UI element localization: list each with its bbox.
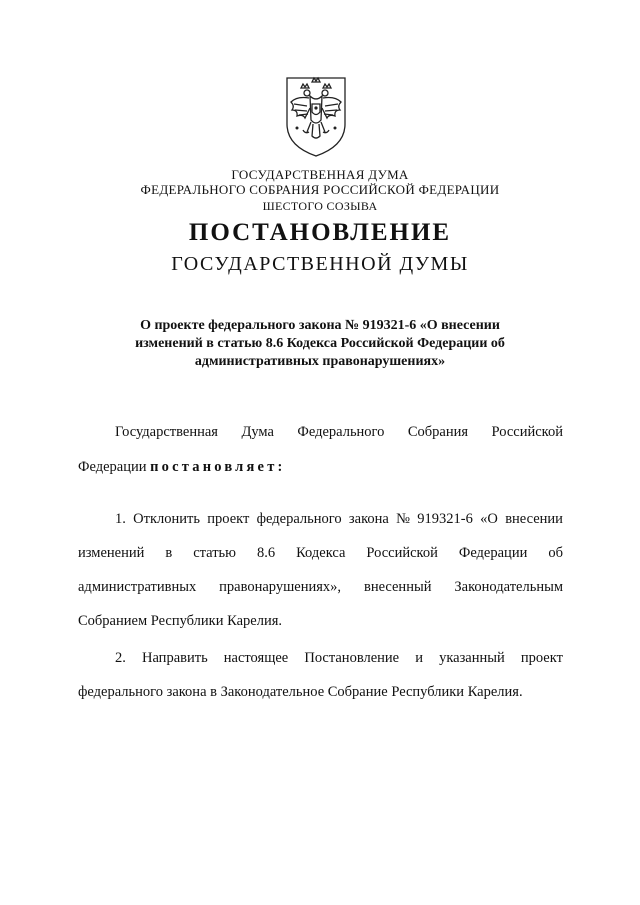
preamble-word: Российской: [491, 424, 563, 440]
item-word: внесении: [505, 511, 563, 527]
item-word: проект: [520, 650, 563, 666]
item-word: федерального: [256, 511, 342, 527]
preamble-line-2: [78, 459, 563, 476]
header-convocation: ШЕСТОГО СОЗЫВА: [262, 199, 378, 213]
preamble-word: Дума: [241, 424, 274, 440]
item1-line-2: [78, 545, 563, 562]
preamble-word: Собрания: [407, 424, 469, 440]
item1-line-3: [78, 579, 563, 596]
subject-line-3: административных правонарушениях»: [194, 354, 446, 369]
item1-word: внесенный: [363, 579, 432, 595]
item1-word: изменений: [78, 545, 145, 561]
header-federal-assembly: ФЕДЕРАЛЬНОГО СОБРАНИЯ РОССИЙСКОЙ ФЕДЕРАЦИИ: [140, 182, 500, 197]
item1-word: Российской: [366, 545, 438, 561]
coat-of-arms-emblem: [283, 72, 349, 158]
item1-word: 8.6: [256, 545, 276, 561]
item1-word: в: [165, 545, 173, 561]
item-word: 919321-6: [417, 511, 473, 527]
item1-word: Законодательным: [454, 579, 563, 595]
item-word: №: [396, 511, 410, 527]
item-word: и: [415, 650, 423, 666]
item1-line-1: [115, 511, 563, 528]
item1-word: об: [548, 545, 563, 561]
subject-line-2: изменений в статью 8.6 Кодекса Российской Федерации об: [135, 336, 505, 351]
preamble-word: Государственная: [115, 424, 218, 440]
preamble-word: Федерального: [297, 424, 385, 440]
item-word: 1.: [115, 511, 126, 527]
item-word: Отклонить: [133, 511, 200, 527]
item-word: Направить: [141, 650, 208, 666]
item-word: Постановление: [304, 650, 400, 666]
item-word: настоящее: [223, 650, 289, 666]
preamble-federation: Федерации: [78, 459, 147, 475]
item2-line-2: федерального закона в Законодательное Собрание Республики Карелия.: [78, 684, 523, 700]
item1-word: правонарушениях»,: [219, 579, 342, 595]
item1-line-4: Собранием Республики Карелия.: [78, 613, 282, 629]
item-word: «О: [480, 511, 498, 527]
item1-word: Кодекса: [296, 545, 346, 561]
header-duma: ГОСУДАРСТВЕННАЯ ДУМА: [231, 167, 409, 182]
item-word: закона: [348, 511, 389, 527]
item-word: проект: [207, 511, 250, 527]
item2-line-1: [115, 650, 563, 667]
item-word: указанный: [439, 650, 505, 666]
item1-word: административных: [78, 579, 197, 595]
preamble-decree-word: постановляет:: [150, 459, 286, 475]
document-subtitle: ГОСУДАРСТВЕННОЙ ДУМЫ: [171, 253, 469, 275]
preamble-line-1: [78, 424, 563, 441]
subject-line-1: О проекте федерального закона № 919321-6 «О внесении: [140, 318, 500, 333]
item-word: 2.: [115, 650, 126, 666]
item1-word: Федерации: [458, 545, 528, 561]
document-title: ПОСТАНОВЛЕНИЕ: [188, 219, 452, 246]
item1-word: статью: [193, 545, 236, 561]
